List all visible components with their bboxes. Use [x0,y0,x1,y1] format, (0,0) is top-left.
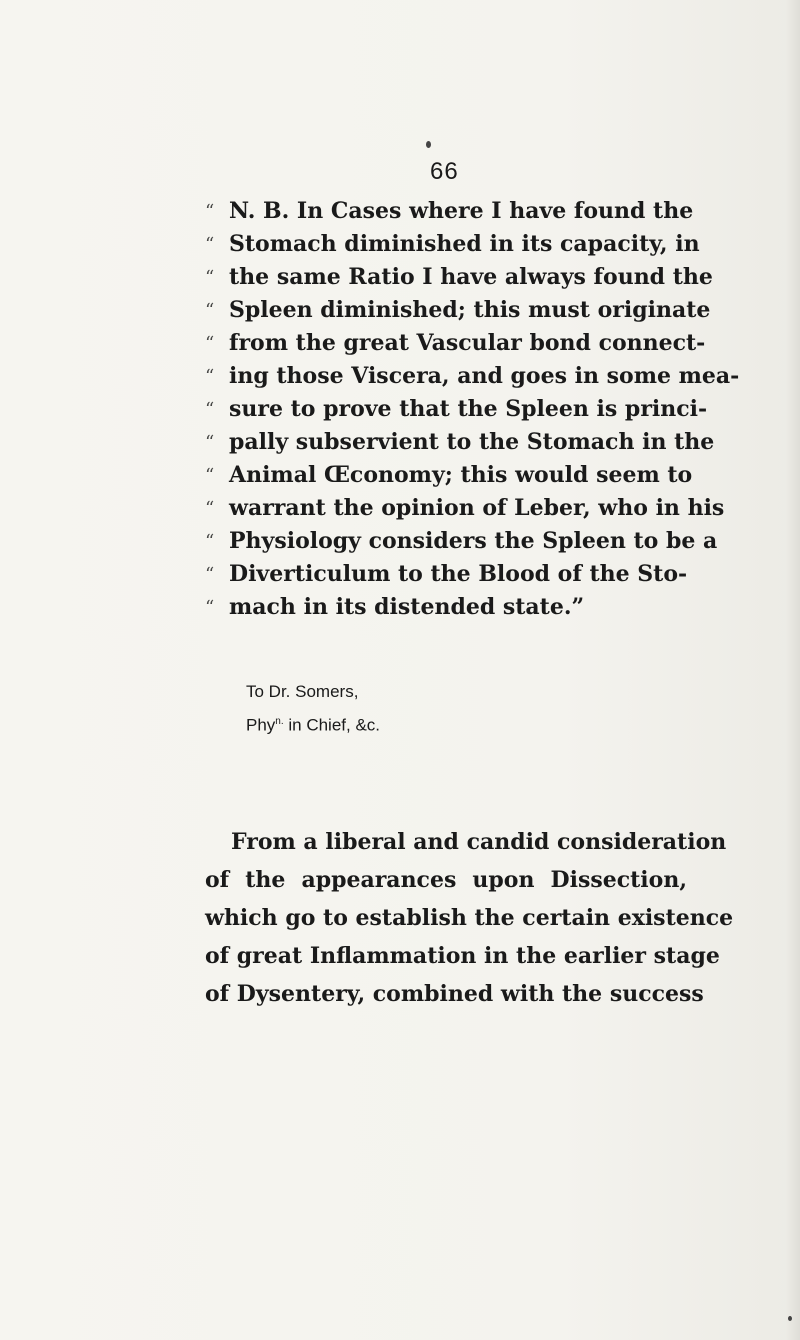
page-number: 66 [430,158,459,185]
quote-mark: “ [205,432,215,453]
quote-mark: “ [205,564,215,585]
signature-block [246,677,380,737]
quote-line [205,426,715,459]
ink-speck [426,141,431,148]
quote-line [205,327,706,360]
quote-line [205,459,693,492]
quote-line-text: from the great Vascular bond connect- [229,330,706,356]
quote-line-text: ing those Viscera, and goes in some mea- [229,363,740,389]
quote-line-text: N. B. In Cases where I have found the [229,198,694,224]
signature-recipient: To Dr. Somers, [246,682,359,701]
quote-line-text: Physiology considers the Spleen to be a [229,528,718,554]
quote-line [205,228,700,261]
quote-line-text: Stomach diminished in its capacity, in [229,231,700,257]
quote-line [205,261,713,294]
quote-line-text: sure to prove that the Spleen is princi- [229,396,708,422]
quote-mark: “ [205,201,215,222]
quote-line-text: pally subservient to the Stomach in the [229,429,715,455]
ink-speck [788,1316,792,1321]
quote-mark: “ [205,399,215,420]
paragraph-line: of the appearances upon Dissection, [205,867,687,893]
quote-line [205,492,725,525]
paragraph-line: of great Inflammation in the earlier stage [205,943,720,969]
quote-line-text: Diverticulum to the Blood of the Sto- [229,561,688,587]
quote-mark: “ [205,531,215,552]
quote-mark: “ [205,465,215,486]
quote-line [205,525,718,558]
quote-line-text: the same Ratio I have always found the [229,264,713,290]
signature-title-suffix: in Chief, &c. [283,715,381,735]
body-paragraph [205,823,734,1013]
quote-mark: “ [205,597,215,618]
paragraph-line: which go to establish the certain existence [205,905,734,931]
signature-title-prefix: Phy [246,715,276,735]
signature-title [246,707,380,737]
quote-mark: “ [205,333,215,354]
quote-line-text: Spleen diminished; this must originate [229,297,711,323]
quote-line [205,591,685,624]
quote-line [205,195,694,228]
paragraph-line: From a liberal and candid consideration [231,829,727,855]
signature-title-superscript: n. [275,716,284,727]
paragraph-line: of Dysentery, combined with the success [205,981,704,1007]
quote-mark: “ [205,366,215,387]
quote-line [205,393,708,426]
quoted-note [205,195,740,624]
quote-mark: “ [205,234,215,255]
quote-mark: “ [205,300,215,321]
quote-line [205,294,711,327]
quote-line [205,558,688,591]
page-edge-shadow [786,0,800,1340]
quote-line [205,360,740,393]
quote-line-text: warrant the opinion of Leber, who in his [229,495,725,521]
quote-line-text: mach in its distended state.” [229,594,585,620]
quote-mark: “ [205,498,215,519]
quote-mark: “ [205,267,215,288]
quote-line-text: Animal Œconomy; this would seem to [229,462,693,488]
